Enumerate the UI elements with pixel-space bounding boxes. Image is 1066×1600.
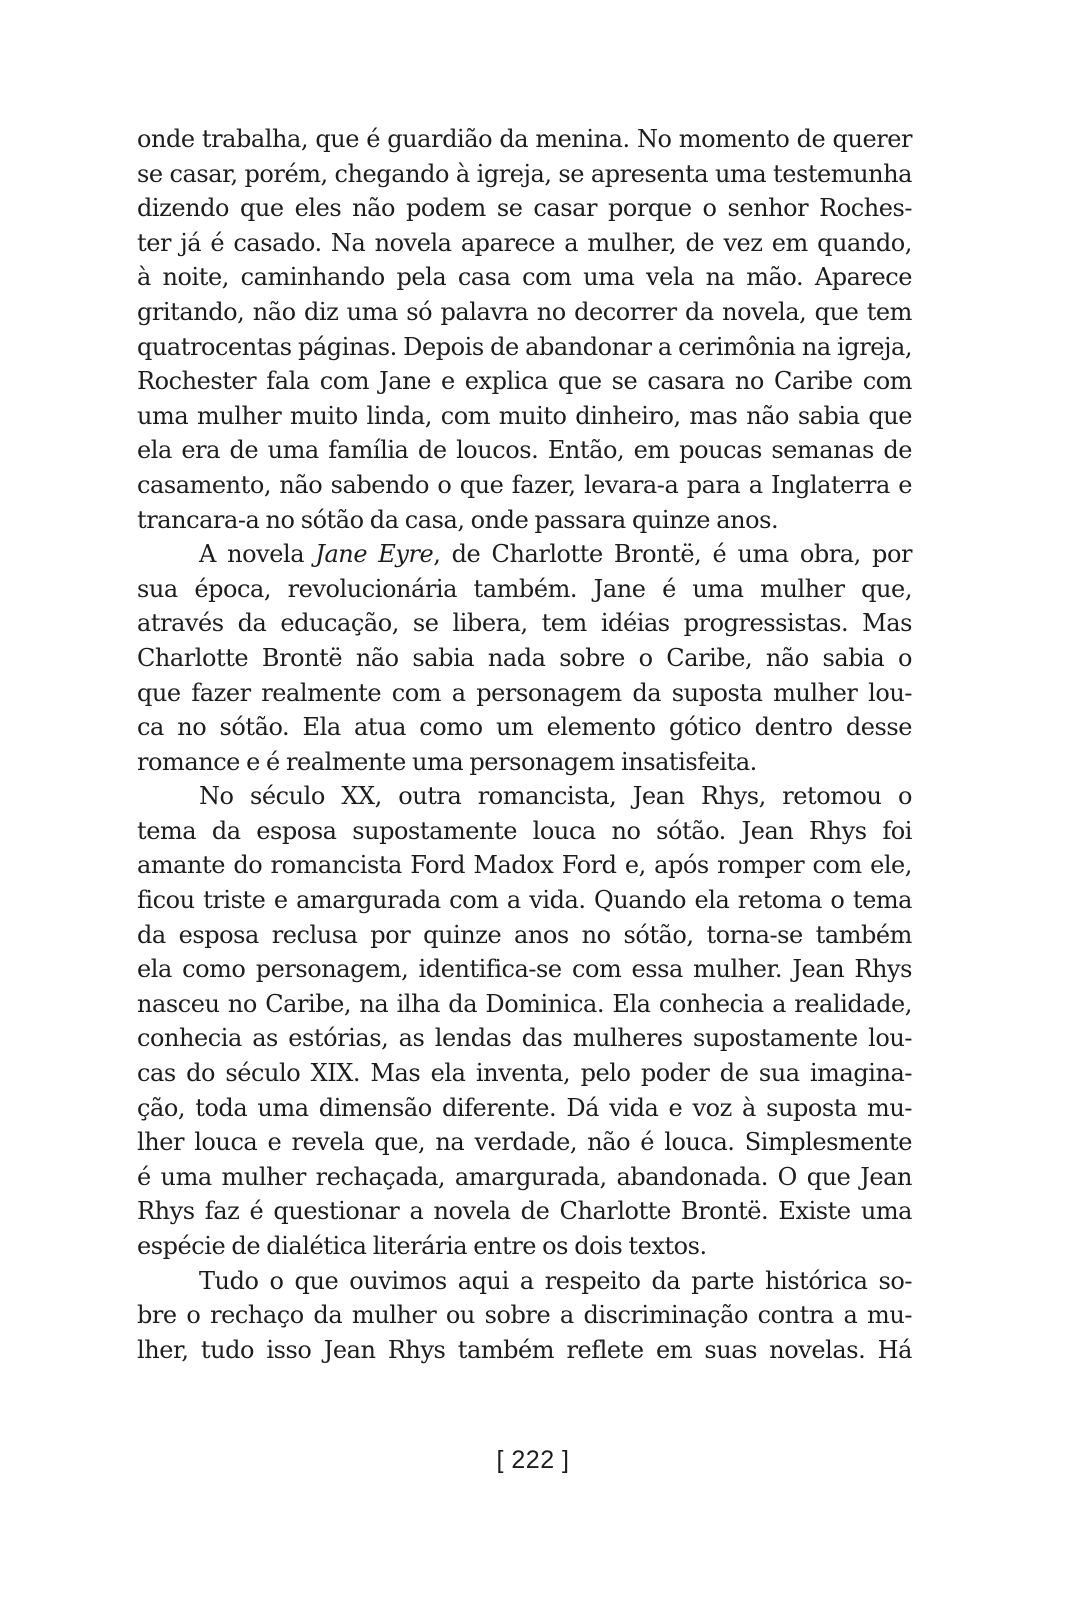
- text-line: ficou triste e amargurada com a vida. Quando ela retoma o tema: [137, 886, 912, 915]
- text-line: ção, toda uma dimensão diferente. Dá vida e voz à suposta mu-: [137, 1093, 912, 1122]
- text-segment: , de Charlotte Brontë, é uma obra, por: [433, 540, 912, 569]
- text-line: ter já é casado. Na novela aparece a mulher, de vez em quando,: [137, 228, 912, 257]
- text-line: lher louca e revela que, na verdade, não é louca. Simplesmente: [137, 1128, 912, 1157]
- text-line: bre o rechaço da mulher ou sobre a discriminação contra a mu-: [137, 1301, 912, 1330]
- text-line: Rochester fala com Jane e explica que se casara no Caribe com: [137, 367, 912, 396]
- text-line: espécie de dialética literária entre os dois textos.: [137, 1232, 707, 1260]
- text-line: dizendo que eles não podem se casar porque o senhor Roches-: [137, 194, 912, 223]
- text-line: onde trabalha, que é guardião da menina. No momento de querer: [137, 125, 912, 153]
- text-line-with-book-title: [137, 537, 912, 572]
- text-line: à noite, caminhando pela casa com uma vela na mão. Aparece: [137, 263, 912, 292]
- text-line: amante do romancista Ford Madox Ford e, após romper com ele,: [137, 851, 912, 880]
- text-line: gritando, não diz uma só palavra no decorrer da novela, que tem: [137, 297, 912, 326]
- page-number: [ 222 ]: [496, 1446, 570, 1474]
- text-line: da esposa reclusa por quinze anos no sótão, torna-se também: [137, 920, 912, 949]
- text-line: quatrocentas páginas. Depois de abandonar a cerimônia na igreja,: [137, 332, 912, 361]
- text-line: ela era de uma família de loucos. Então, em poucas semanas de: [137, 436, 912, 465]
- book-title: Jane Eyre: [315, 540, 434, 569]
- text-line: que fazer realmente com a personagem da suposta mulher lou-: [137, 678, 912, 707]
- text-line: tema da esposa supostamente louca no sótão. Jean Rhys foi: [137, 816, 912, 845]
- text-line: Tudo o que ouvimos aqui a respeito da parte histórica so-: [199, 1266, 912, 1295]
- body-text: [137, 122, 912, 1367]
- text-line: trancara-a no sótão da casa, onde passara quinze anos.: [137, 505, 779, 534]
- text-line: casamento, não sabendo o que fazer, levara-a para a Inglaterra e: [137, 470, 912, 499]
- text-line: é uma mulher rechaçada, amargurada, abandonada. O que Jean: [137, 1162, 912, 1191]
- text-line: sua época, revolucionária também. Jane é uma mulher que,: [137, 574, 912, 603]
- text-line: Charlotte Brontë não sabia nada sobre o Caribe, não sabia o: [137, 643, 912, 672]
- text-segment: A novela: [199, 540, 316, 569]
- text-line: cas do século XIX. Mas ela inventa, pelo poder de sua imagina-: [137, 1059, 912, 1088]
- text-line: através da educação, se libera, tem idéias progressistas. Mas: [137, 609, 912, 638]
- text-line: ca no sótão. Ela atua como um elemento gótico dentro desse: [137, 713, 912, 742]
- text-line: nasceu no Caribe, na ilha da Dominica. Ela conhecia a realidade,: [137, 989, 912, 1018]
- text-line: romance e é realmente uma personagem insatisfeita.: [137, 747, 757, 776]
- text-line: se casar, porém, chegando à igreja, se apresenta uma testemunha: [137, 159, 912, 188]
- text-line: Rhys faz é questionar a novela de Charlotte Brontë. Existe uma: [137, 1197, 912, 1226]
- text-line: uma mulher muito linda, com muito dinheiro, mas não sabia que: [137, 401, 912, 430]
- text-line: lher, tudo isso Jean Rhys também reflete em suas novelas. Há: [137, 1335, 912, 1364]
- text-line: conhecia as estórias, as lendas das mulheres supostamente lou-: [137, 1024, 912, 1053]
- text-line: No século XX, outra romancista, Jean Rhys, retomou o: [199, 782, 912, 811]
- text-line: ela como personagem, identifica-se com essa mulher. Jean Rhys: [137, 955, 912, 984]
